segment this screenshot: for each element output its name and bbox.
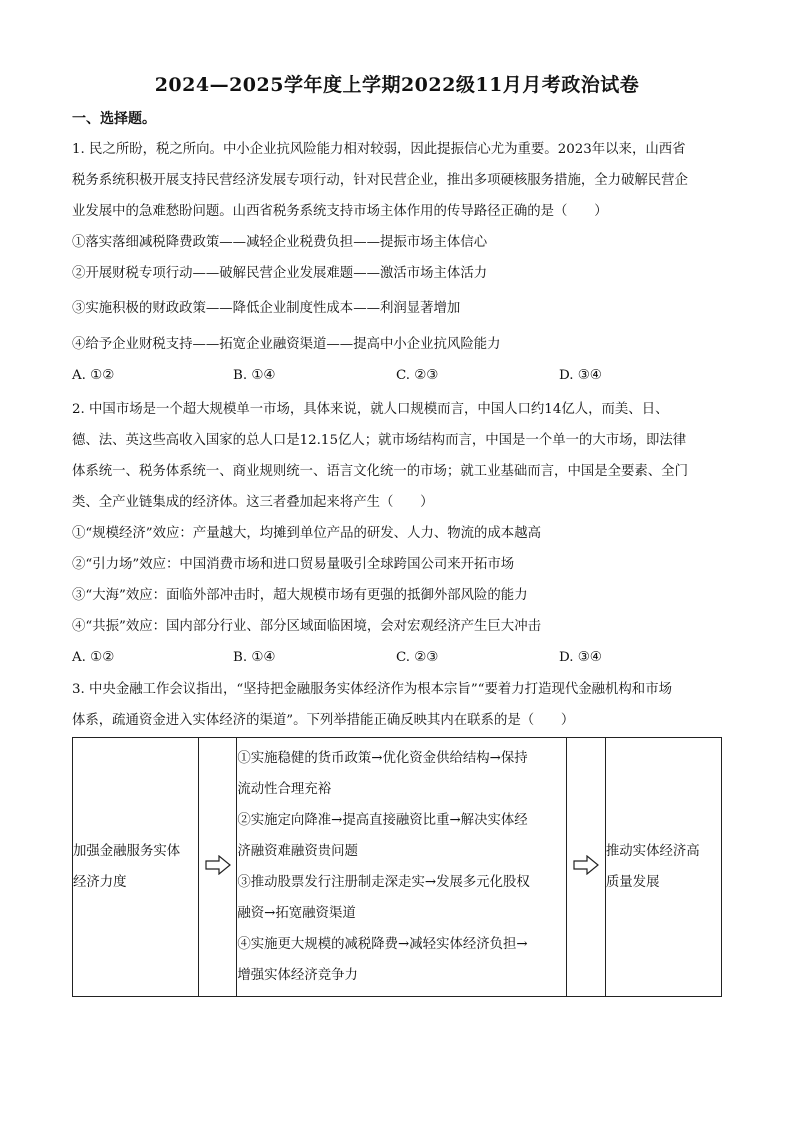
flow-start-cell: [73, 738, 199, 997]
question-1-text: 业发展中的急难愁盼问题。山西省税务系统支持市场主体作用的传导路径正确的是（ ）: [72, 204, 608, 219]
question-1-statement-3: ③实施积极的财政政策——降低企业制度性成本——利润显著增加: [72, 301, 461, 316]
measure-line: 增强实体经济竞争力: [237, 968, 358, 983]
question-1: [72, 134, 726, 391]
measure-line: 济融资难融资贵问题: [237, 844, 358, 859]
question-3-text: 体系，疏通资金进入实体经济的渠道”。下列举措能正确反映其内在联系的是（ ）: [72, 713, 575, 728]
question-2-statement-3: ③“大海”效应：面临外部冲击时，超大规模市场有更强的抵御外部风险的能力: [72, 588, 528, 603]
question-2-options: [72, 642, 726, 673]
option-a: A. ①②: [72, 650, 115, 665]
question-1-text: 1. 民之所盼，税之所向。中小企业抗风险能力相对较弱，因此提振信心尤为重要。2023年以来，山西省: [72, 142, 686, 157]
measure-line: ①实施稳健的货币政策→优化资金供给结构→保持: [237, 751, 528, 766]
flow-table: [72, 737, 722, 997]
measure-line: ②实施定向降准→提高直接融资比重→解决实体经: [237, 813, 528, 828]
question-2-text: 德、法、英这些高收入国家的总人口是12.15亿人；就市场结构而言，中国是一个单一的大市场，即法律: [72, 433, 687, 448]
question-1-statement-2: ②开展财税专项行动——破解民营企业发展难题——激活市场主体活力: [72, 266, 488, 281]
flow-end-text: 推动实体经济高: [605, 844, 700, 859]
question-1-statement-1: ①落实落细减税降费政策——减轻企业税费负担——提振市场主体信心: [72, 235, 488, 250]
flow-start-text: 经济力度: [73, 875, 127, 890]
option-b: B. ①④: [233, 368, 276, 383]
section-heading: 一、选择题。: [72, 111, 156, 127]
page-title: 2024—2025学年度上学期2022级11月月考政治试卷: [154, 74, 640, 96]
right-arrow-icon: [205, 855, 231, 875]
question-2-text: 2. 中国市场是一个超大规模单一市场，具体来说，就人口规模而言，中国人口约14亿人，而美、日、: [72, 402, 669, 417]
option-d: D. ③④: [559, 368, 602, 383]
option-c: C. ②③: [396, 650, 439, 665]
question-2-text: 类、全产业链集成的经济体。这三者叠加起来将产生（ ）: [72, 495, 434, 510]
option-a: A. ①②: [72, 368, 115, 383]
question-2-statement-1: ①“规模经济”效应：产量越大，均摊到单位产品的研发、人力、物流的成本越高: [72, 526, 541, 541]
option-d: D. ③④: [559, 650, 602, 665]
question-3: [72, 674, 726, 736]
right-arrow-icon: [573, 855, 599, 875]
measure-line: 融资→拓宽融资渠道: [237, 906, 356, 921]
flow-end-cell: [605, 738, 721, 997]
question-1-options: [72, 360, 726, 391]
question-2-text: 体系统一、税务体系统一、商业规则统一、语言文化统一的市场；就工业基础而言，中国是全要素、全门: [72, 464, 688, 479]
question-2-statement-4: ④“共振”效应：国内部分行业、部分区域面临困境，会对宏观经济产生巨大冲击: [72, 619, 541, 634]
flow-end-text: 质量发展: [605, 875, 660, 890]
option-b: B. ①④: [233, 650, 276, 665]
flow-arrow-cell: [567, 738, 606, 997]
question-1-statement-4: ④给予企业财税支持——拓宽企业融资渠道——提高中小企业抗风险能力: [72, 337, 501, 352]
question-2-statement-2: ②“引力场”效应：中国消费市场和进口贸易量吸引全球跨国公司来开拓市场: [72, 557, 515, 572]
flow-start-text: 加强金融服务实体: [73, 844, 181, 859]
measure-line: ③推动股票发行注册制走深走实→发展多元化股权: [237, 875, 530, 890]
flow-measures-cell: [237, 738, 567, 997]
measure-line: 流动性合理充裕: [237, 782, 332, 797]
flow-arrow-cell: [198, 738, 237, 997]
question-2: [72, 394, 726, 673]
option-c: C. ②③: [396, 368, 439, 383]
measure-line: ④实施更大规模的减税降费→减轻实体经济负担→: [237, 937, 528, 952]
question-1-text: 税务系统积极开展支持民营经济发展专项行动，针对民营企业，推出多项硬核服务措施，全力破解民营企: [72, 173, 688, 188]
question-3-text: 3. 中央金融工作会议指出，“坚持把金融服务实体经济作为根本宗旨”“要着力打造现代金融机构和市场: [72, 682, 672, 697]
